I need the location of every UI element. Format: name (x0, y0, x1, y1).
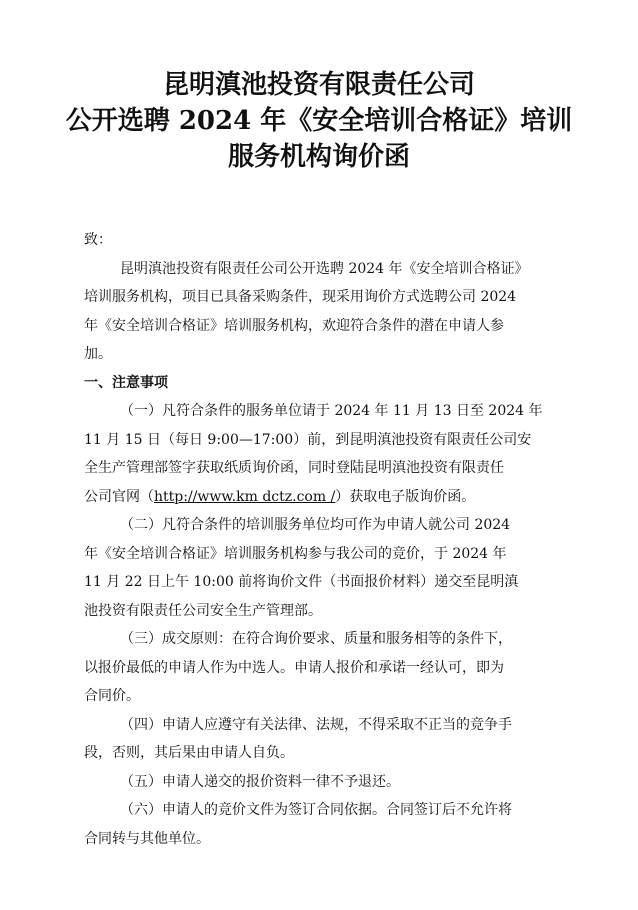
website-link[interactable]: http://www.km dctz.com / (154, 488, 336, 505)
item-4-line-1: （四）申请人应遵守有关法律、法规，不得采取不正当的竞争手 (120, 716, 512, 733)
intro-line-4: 加。 (84, 346, 112, 362)
item-2-line-4: 池投资有限责任公司安全生产管理部。 (84, 602, 322, 619)
item-2-line-1: （二）凡符合条件的培训服务单位均可作为申请人就公司 2024 (120, 517, 511, 533)
document-body (84, 226, 554, 853)
item-2-line-3: 11 月 22 日上午 10:00 前将询价文件（书面报价材料）递交至昆明滇 (84, 574, 519, 590)
title-line-1: 昆明滇池投资有限责任公司 (162, 70, 475, 100)
item-6-line-2: 合同转与其他单位。 (84, 830, 210, 847)
item-1-line-4-prefix: 公司官网（ (84, 488, 154, 505)
intro-line-1: 昆明滇池投资有限责任公司公开选聘 2024 年《安全培训合格证》 (120, 260, 529, 277)
item-4-line-2: 段，否则，其后果由申请人自负。 (84, 745, 294, 761)
item-5-line-1: （五）申请人递交的报价资料一律不予退还。 (120, 773, 400, 790)
item-1-line-1: （一）凡符合条件的服务单位请于 2024 年 11 月 13 日至 2024 年 (120, 403, 543, 419)
section-1-heading: 一、注意事项 (84, 374, 168, 391)
item-1-line-2: 11 月 15 日（每日 9:00—17:00）前，到昆明滇池投资有限责任公司安 (84, 431, 532, 448)
item-3-line-1: （三）成交原则：在符合询价要求、质量和服务相等的条件下， (120, 631, 512, 647)
item-1-line-4-suffix: ）获取电子版询价函。 (335, 488, 476, 505)
item-6-line-1: （六）申请人的竞价文件为签订合同依据。合同签订后不允许将 (120, 802, 512, 818)
intro-line-2: 培训服务机构，项目已具备采购条件，现采用询价方式选聘公司 2024 (84, 289, 517, 305)
item-1-line-4 (84, 483, 554, 512)
item-3-line-2: 以报价最低的申请人作为中选人。申请人报价和承诺一经认可，即为 (84, 659, 504, 676)
salutation: 致： (84, 232, 112, 248)
item-2-line-2: 年《安全培训合格证》培训服务机构参与我公司的竞价，于 2024 年 (84, 545, 507, 562)
intro-line-3: 年《安全培训合格证》培训服务机构，欢迎符合条件的潜在申请人参 (84, 317, 504, 334)
title-line-2: 公开选聘 2024 年《安全培训合格证》培训 (65, 106, 573, 136)
item-3-line-3: 合同价。 (84, 688, 140, 704)
title-line-3: 服务机构询价函 (227, 142, 410, 172)
item-1-line-3: 全生产管理部签字获取纸质询价函，同时登陆昆明滇池投资有限责任 (84, 460, 504, 476)
